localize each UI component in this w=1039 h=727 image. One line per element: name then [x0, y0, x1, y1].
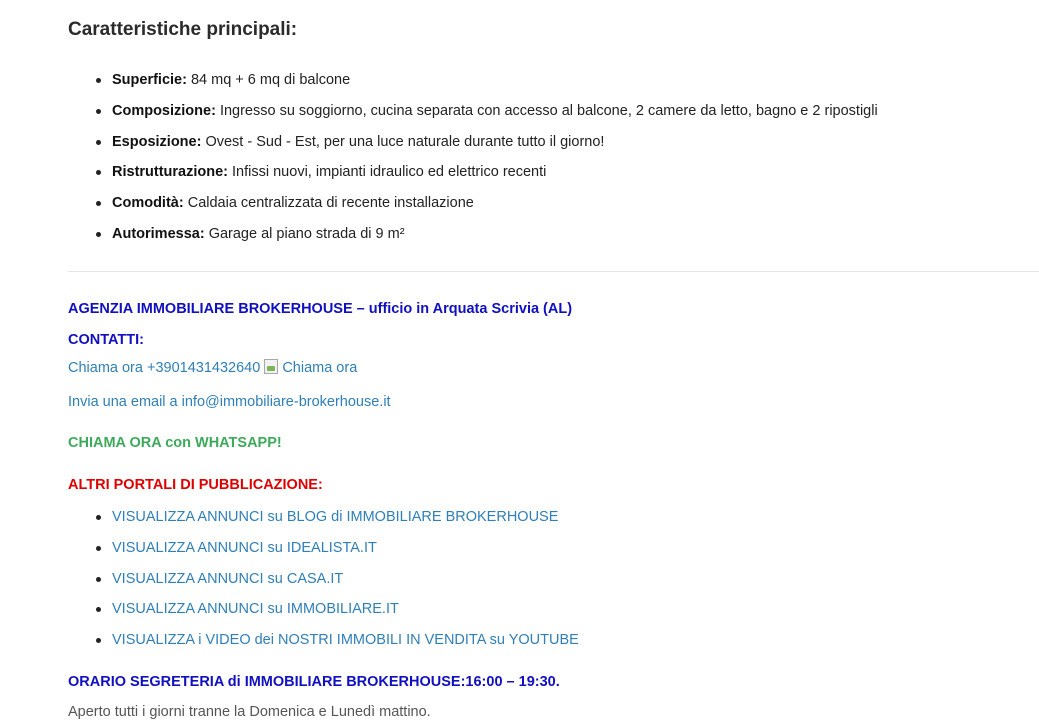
list-item	[68, 569, 579, 600]
feature-item	[68, 101, 878, 132]
call-now-link[interactable]: Chiama ora +3901431432640	[68, 360, 261, 376]
portal-link-idealista[interactable]: VISUALIZZA ANNUNCI su IDEALISTA.IT	[112, 539, 377, 556]
feature-value: Infissi nuovi, impianti idraulico ed elettrico recenti	[228, 164, 547, 181]
call-now-image[interactable]	[264, 358, 357, 378]
feature-item	[68, 162, 878, 193]
list-item	[68, 599, 579, 630]
feature-value: Ingresso su soggiorno, cucina separata con accesso al balcone, 2 camere da letto, bagno e 2 ripostigli	[215, 102, 878, 119]
call-row	[68, 358, 357, 378]
list-item	[68, 507, 579, 538]
feature-item	[68, 193, 878, 224]
section-divider	[68, 271, 1039, 272]
email-row	[68, 392, 391, 412]
feature-item	[68, 224, 878, 255]
portals-heading: ALTRI PORTALI DI PUBBLICAZIONE:	[68, 477, 323, 493]
whatsapp-row	[68, 433, 282, 453]
feature-label: Esposizione:	[112, 133, 202, 150]
feature-value: Garage al piano strada di 9 m²	[204, 225, 405, 242]
portal-link-youtube[interactable]: VISUALIZZA i VIDEO dei NOSTRI IMMOBILI IN VENDITA su YOUTUBE	[112, 632, 579, 649]
feature-value: Ovest - Sud - Est, per una luce naturale durante tutto il giorno!	[201, 133, 605, 150]
email-link[interactable]: Invia una email a info@immobiliare-brokerhouse.it	[68, 394, 391, 410]
portal-link-immobiliare[interactable]: VISUALIZZA ANNUNCI su IMMOBILIARE.IT	[112, 601, 399, 618]
feature-label: Composizione:	[112, 102, 216, 119]
agency-heading: AGENZIA IMMOBILIARE BROKERHOUSE – ufficio in Arquata Scrivia (AL)	[68, 301, 573, 317]
feature-label: Autorimessa:	[112, 225, 205, 242]
feature-label: Ristrutturazione:	[112, 164, 228, 181]
list-item	[68, 538, 579, 569]
feature-value: Caldaia centralizzata di recente installazione	[183, 195, 474, 212]
whatsapp-link[interactable]: CHIAMA ORA con WHATSAPP!	[68, 435, 282, 451]
broken-image-icon	[264, 359, 278, 374]
list-item	[68, 630, 579, 661]
schedule-heading: ORARIO SEGRETERIA di IMMOBILIARE BROKERHOUSE:16:00 – 19:30.	[68, 674, 560, 690]
call-now-image-alt: Chiama ora	[282, 360, 358, 376]
contacts-label: CONTATTI:	[68, 332, 144, 348]
feature-item	[68, 70, 878, 101]
portal-link-casa[interactable]: VISUALIZZA ANNUNCI su CASA.IT	[112, 570, 344, 587]
portals-list	[68, 507, 579, 661]
feature-value: 84 mq + 6 mq di balcone	[186, 72, 351, 88]
feature-label: Comodità:	[112, 195, 184, 212]
features-title: Caratteristiche principali:	[68, 19, 298, 40]
features-list	[68, 70, 878, 255]
portal-link-blog[interactable]: VISUALIZZA ANNUNCI su BLOG di IMMOBILIARE BROKERHOUSE	[112, 509, 559, 525]
schedule-note: Aperto tutti i giorni tranne la Domenica e Lunedì mattino.	[68, 704, 431, 720]
feature-label: Superficie:	[112, 72, 187, 88]
feature-item	[68, 132, 878, 163]
